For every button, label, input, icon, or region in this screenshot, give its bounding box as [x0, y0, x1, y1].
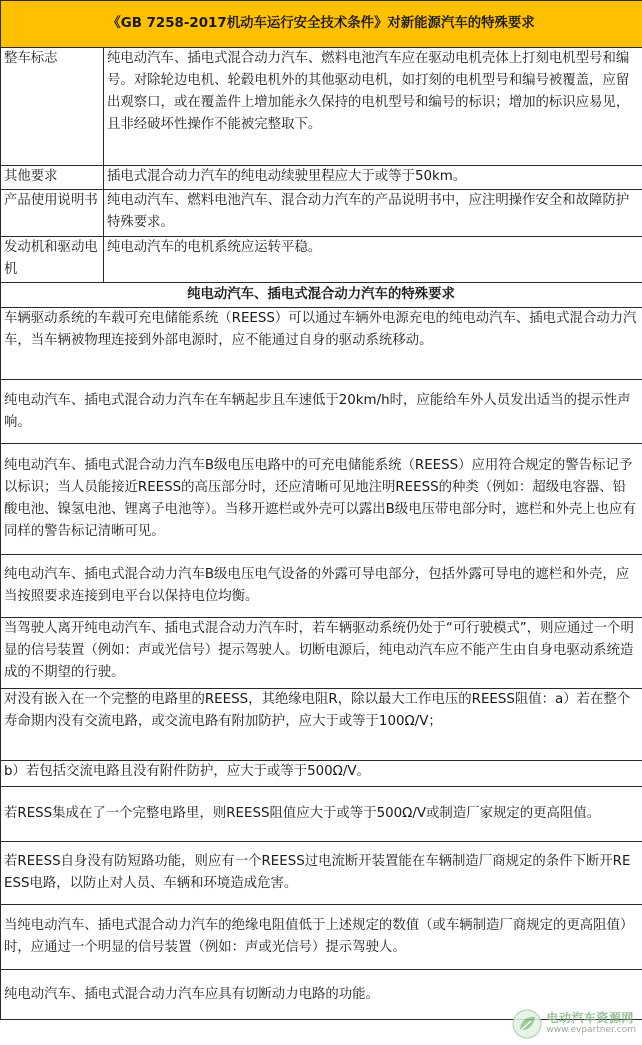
requirement-item: 纯电动汽车、插电式混合动力汽车B级电压电气设备的外露可导电部分，包括外露可导电的遮栏和外壳，应当按照要求连接到电平台以保持电位均衡。 — [1, 555, 642, 618]
requirement-item: 纯电动汽车、插电式混合动力汽车在车辆起步且车速低于20km/h时，应能给车外人员发出适当的提示性声响。 — [1, 380, 642, 444]
row-label: 产品使用说明书 — [1, 190, 104, 237]
requirement-item: 当纯电动汽车、插电式混合动力汽车的绝缘电阻值低于上述规定的数值（或车辆制造厂商规定的更高阻值）时，应通过一个明显的信号装置（例如：声或光信号）提示驾驶人。 — [1, 905, 642, 970]
requirement-item: 纯电动汽车、插电式混合动力汽车应具有切断动力电路的功能。 — [1, 970, 642, 1020]
table-row — [1, 190, 642, 237]
table-row — [1, 905, 642, 970]
requirement-item: 纯电动汽车、插电式混合动力汽车B级电压电路中的可充电储能系统（REESS）应用符合规定的警告标记予以标识；当人员能接近REESS的高压部分时，还应清晰可见地注明REESS的种类（例如：超级电容器、铅酸电池、镍氢电池、锂离子电池等）。当移开遮栏或外壳可以露出B级电压带电部分时，遮栏和外壳上也应有同样的警告标记清晰可见。 — [1, 444, 642, 555]
row-text: 纯电动汽车、燃料电池汽车、混合动力汽车的产品说明书中，应注明操作安全和故障防护特殊要求。 — [104, 190, 642, 237]
table-row — [1, 237, 642, 283]
title-row — [1, 1, 642, 48]
table-row — [1, 555, 642, 618]
table-row — [1, 308, 642, 380]
requirement-item: 若RESS集成在了一个完整电路里，则REESS阻值应大于或等于500Ω/V或制造厂家规定的更高阻值。 — [1, 787, 642, 842]
table-row — [1, 689, 642, 761]
requirement-item: b）若包括交流电路且没有附件防护，应大于或等于500Ω/V。 — [1, 761, 642, 787]
table-row — [1, 48, 642, 166]
row-label: 发动机和驱动电机 — [1, 237, 104, 283]
table-row — [1, 787, 642, 842]
watermark — [512, 1009, 636, 1039]
table-title: 《GB 7258-2017机动车运行安全技术条件》对新能源汽车的特殊要求 — [1, 1, 642, 48]
leaf-logo-icon — [512, 1009, 542, 1039]
row-text: 纯电动汽车、插电式混合动力汽车、燃料电池汽车应在驱动电机壳体上打刻电机型号和编号。对除轮边电机、轮毂电机外的其他驱动电机，如打刻的电机型号和编号被覆盖，应留出观察口，或在覆盖件上增加能永久保持的电机型号和编号的标识；增加的标识应易见，且非经破坏性操作不能被完整取下。 — [104, 48, 642, 166]
section-title: 纯电动汽车、插电式混合动力汽车的特殊要求 — [1, 283, 642, 308]
row-text: 纯电动汽车的电机系统应运转平稳。 — [104, 237, 642, 283]
row-text: 插电式混合动力汽车的纯电动续驶里程应大于或等于50km。 — [104, 166, 642, 190]
watermark-name: 电动汽车资源网 — [546, 1011, 634, 1026]
table-row — [1, 380, 642, 444]
table-row — [1, 618, 642, 689]
row-label: 整车标志 — [1, 48, 104, 166]
requirement-item: 对没有嵌入在一个完整的电路里的REESS，其绝缘电阻R，除以最大工作电压的REESS阻值：a）若在整个寿命期内没有交流电路，或交流电路有附加防护，应大于或等于100Ω/V； — [1, 689, 642, 761]
table-row — [1, 444, 642, 555]
section-row — [1, 283, 642, 308]
requirement-item: 若REESS自身没有防短路功能，则应有一个REESS过电流断开装置能在车辆制造厂商规定的条件下断开REESS电路，以防止对人员、车辆和环境造成危害。 — [1, 842, 642, 905]
table-row — [1, 166, 642, 190]
watermark-url: www.evpartner.com — [546, 1024, 636, 1035]
row-label: 其他要求 — [1, 166, 104, 190]
requirement-item: 当驾驶人离开纯电动汽车、插电式混合动力汽车时，若车辆驱动系统仍处于“可行驶模式”，则应通过一个明显的信号装置（例如：声或光信号）提示驾驶人。切断电源后，纯电动汽车应不能产生由自身电驱动系统造成的不期望的行驶。 — [1, 618, 642, 689]
requirement-item: 车辆驱动系统的车载可充电储能系统（REESS）可以通过车辆外电源充电的纯电动汽车、插电式混合动力汽车，当车辆被物理连接到外部电源时，应不能通过自身的驱动系统移动。 — [1, 308, 642, 380]
watermark-text — [546, 1012, 636, 1035]
table-row — [1, 842, 642, 905]
table-row — [1, 761, 642, 787]
